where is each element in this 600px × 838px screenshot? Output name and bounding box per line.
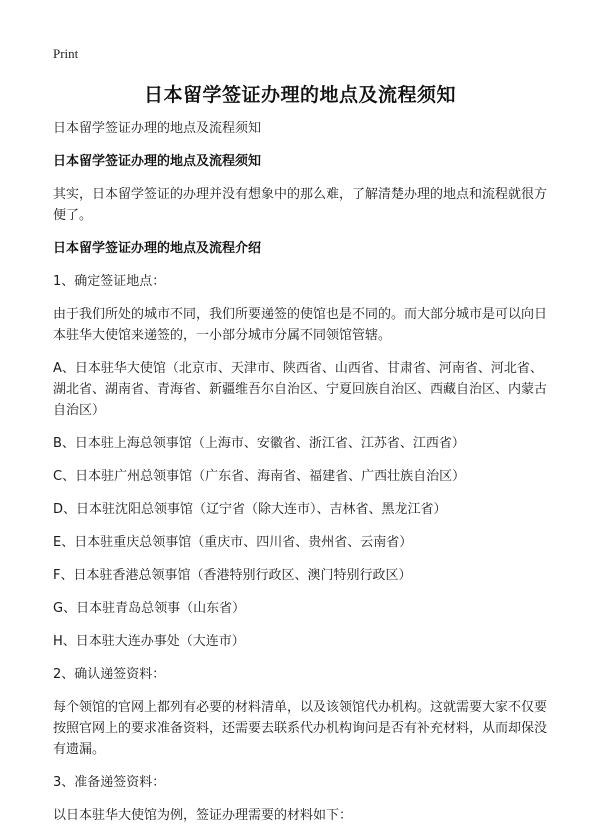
step-1-title: 1、确定签证地点： (53, 274, 166, 289)
document-body (53, 118, 553, 838)
consulate-item-c: C、日本驻广州总领事馆（广东省、海南省、福建省、广西壮族自治区） (53, 469, 466, 484)
consulate-item-h: H、日本驻大连办事处（大连市） (53, 634, 245, 649)
consulate-item-g: G、日本驻青岛总领事（山东省） (53, 601, 246, 616)
consulate-item-e: E、日本驻重庆总领事馆（重庆市、四川省、贵州省、云南省） (53, 535, 413, 550)
step-3-title: 3、准备递签资料： (53, 775, 166, 790)
step-1-text: 由于我们所处的城市不同，我们所要递签的使馆也是不同的。而大部分城市是可以向日本驻华大使馆来递签的，一小部分城市分属不同领馆管辖。 (53, 307, 548, 343)
subtitle: 日本留学签证办理的地点及流程须知 (53, 121, 262, 136)
print-label: Print (53, 46, 79, 61)
consulate-item-a: A、日本驻华大使馆（北京市、天津市、陕西省、山西省、甘肃省、河南省、河北省、湖北省、湖南省、青海省、新疆维吾尔自治区、宁夏回族自治区、西藏自治区、内蒙古自治区） (53, 361, 548, 418)
step-2-title: 2、确认递签资料： (53, 667, 166, 682)
section-heading-2: 日本留学签证办理的地点及流程介绍 (53, 241, 262, 256)
step-3-text: 以日本驻华大使馆为例，签证办理需要的材料如下： (53, 808, 353, 823)
page-title: 日本留学签证办理的地点及流程须知 (143, 84, 456, 106)
consulate-item-f: F、日本驻香港总领事馆（香港特别行政区、澳门特别行政区） (53, 568, 412, 583)
consulate-item-b: B、日本驻上海总领事馆（上海市、安徽省、浙江省、江苏省、江西省） (53, 436, 465, 451)
intro-paragraph: 其实，日本留学签证的办理并没有想象中的那么难，了解清楚办理的地点和流程就很方便了。 (53, 187, 548, 223)
step-2-text: 每个领馆的官网上都列有必要的材料清单，以及该领馆代办机构。这就需要大家不仅要按照官网上的要求准备资料，还需要去联系代办机构询问是否有补充材料，从而却保没有遗漏。 (53, 700, 548, 757)
section-heading-1: 日本留学签证办理的地点及流程须知 (53, 154, 262, 169)
consulate-item-d: D、日本驻沈阳总领事馆（辽宁省（除大连市）、吉林省、黑龙江省） (53, 502, 447, 517)
